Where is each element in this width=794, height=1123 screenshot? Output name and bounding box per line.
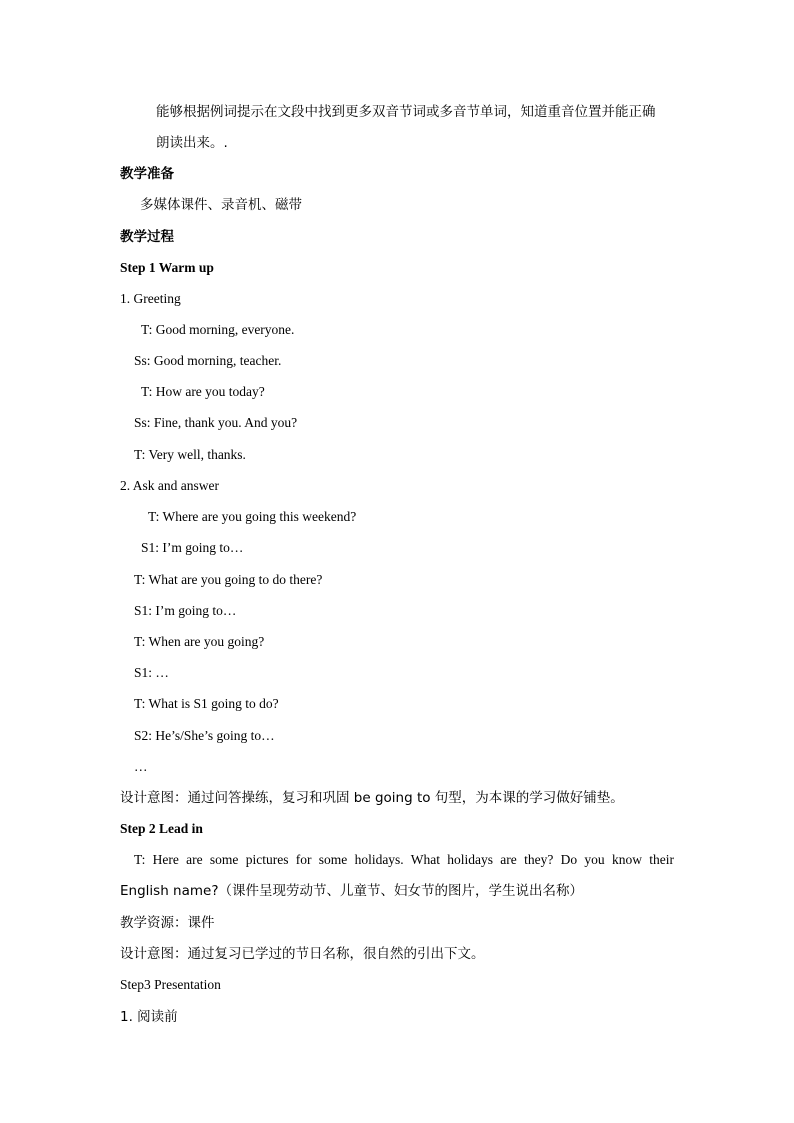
step1-heading: Step 1 Warm up (120, 260, 214, 275)
design-intent-2: 设计意图：通过复习已学过的节日名称，很自然的引出下文。 (120, 946, 485, 962)
design-intent-1: 设计意图：通过问答操练，复习和巩固 be going to 句型，为本课的学习做好铺垫。 (120, 790, 624, 806)
dialogue-line: … (134, 759, 148, 774)
dialogue-line: T: What are you going to do there? (134, 572, 323, 587)
step3-heading: Step3 Presentation (120, 977, 221, 992)
process-heading: 教学过程 (120, 229, 174, 245)
dialogue-line: Ss: Good morning, teacher. (134, 353, 282, 368)
dialogue-line: S1: I’m going to… (134, 603, 237, 618)
prep-text: 多媒体课件、录音机、磁带 (140, 197, 302, 213)
dialogue-line: T: What is S1 going to do? (134, 696, 279, 711)
dialogue-line: S1: … (134, 665, 169, 680)
dialogue-line: S1: I’m going to… (141, 540, 244, 555)
dialogue-line: T: When are you going? (134, 634, 265, 649)
prep-heading: 教学准备 (120, 166, 174, 182)
objective-line-1: 能够根据例词提示在文段中找到更多双音节词或多音节单词，知道重音位置并能正确 (156, 104, 656, 120)
dialogue-line: T: Where are you going this weekend? (148, 509, 357, 524)
dialogue-line: Ss: Fine, thank you. And you? (134, 415, 298, 430)
step2-line-2: English name?（课件呈现劳动节、儿童节、妇女节的图片，学生说出名称） (120, 883, 583, 899)
dialogue-line: S2: He’s/She’s going to… (134, 728, 275, 743)
dialogue-line: T: Very well, thanks. (134, 447, 246, 462)
step2-line-1: T: Here are some pictures for some holidays. What holidays are they? Do you know their (134, 852, 674, 867)
objective-line-2: 朗读出来。. (156, 135, 228, 151)
step2-heading: Step 2 Lead in (120, 821, 203, 836)
dialogue-line: T: Good morning, everyone. (141, 322, 295, 337)
pre-reading-heading: 1. 阅读前 (120, 1009, 178, 1025)
resource-line: 教学资源：课件 (120, 915, 215, 931)
greeting-title: 1. Greeting (120, 291, 181, 306)
ask-title: 2. Ask and answer (120, 478, 219, 493)
dialogue-line: T: How are you today? (141, 384, 265, 399)
